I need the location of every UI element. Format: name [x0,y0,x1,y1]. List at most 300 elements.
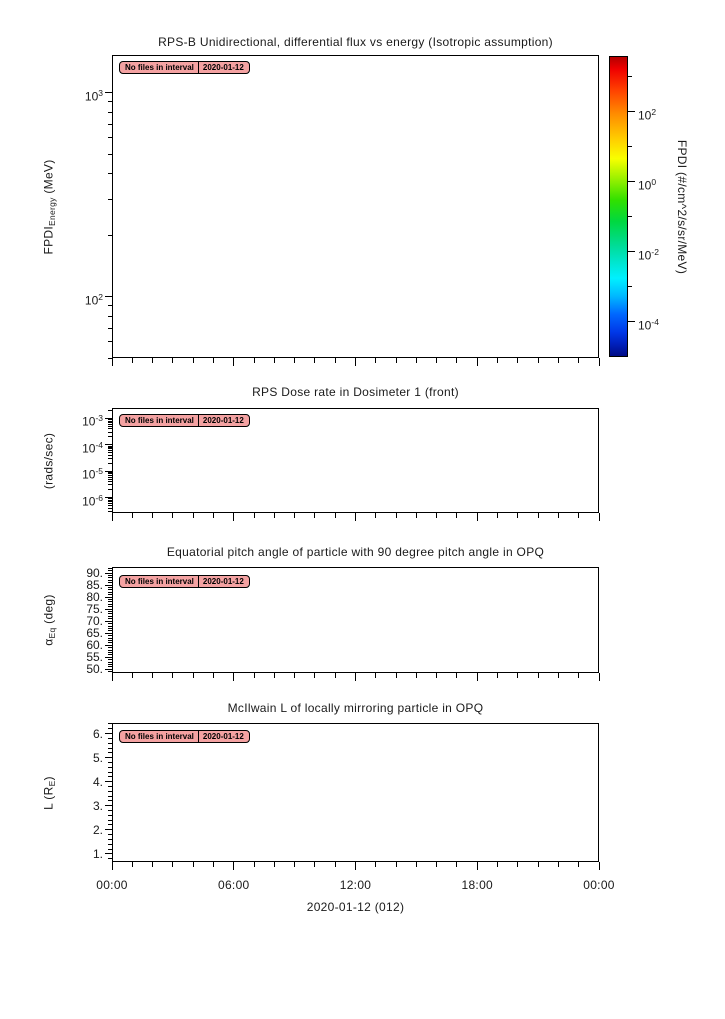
tick-mark [108,666,112,667]
tick-mark [108,503,112,504]
y-tick-label: 1. [92,846,103,861]
tick-mark [558,358,559,363]
tick-mark [233,673,234,681]
no-files-badge [119,414,250,427]
tick-mark [108,748,112,749]
tick-mark [599,358,600,366]
tick-mark [108,436,112,437]
y-label-subscript: E [46,779,57,786]
tick-mark [335,513,336,518]
tick-mark [578,673,579,678]
tick-mark [628,181,635,182]
tick-mark [538,673,539,678]
y-label-text: L (R [41,785,56,810]
tick-mark [497,673,498,678]
y-tick-label: 90. [86,566,103,581]
tick-mark [294,513,295,518]
tick-mark [108,616,112,617]
tick-mark [335,358,336,363]
tick-mark [108,728,112,729]
tick-mark [105,92,112,93]
y-label-text: (rads/sec) [41,432,56,489]
tick-mark [172,358,173,363]
tick-mark [335,673,336,678]
tick-mark [108,154,112,155]
tick-mark [628,321,635,322]
tick-mark [108,448,112,449]
tick-mark [193,358,194,363]
tick-mark [456,673,457,678]
y-tick-label: 2. [92,822,103,837]
badge-date: 2020-01-12 [202,731,244,741]
tick-mark [108,316,112,317]
tick-mark [108,628,112,629]
tick-mark [172,862,173,867]
colorbar [609,56,628,357]
tick-mark [274,673,275,678]
tick-mark [538,358,539,363]
tick-mark [314,673,315,678]
tick-mark [105,781,112,782]
tick-mark [416,673,417,678]
tick-mark [108,428,112,429]
tick-mark [105,853,112,854]
y-label-units: (deg) [41,594,56,628]
tick-mark [436,513,437,518]
tick-mark [108,635,112,636]
tick-mark [105,585,112,586]
tick-mark [294,862,295,867]
tick-mark [233,358,234,366]
tick-mark [108,452,112,453]
tick-mark [108,800,112,801]
tick-mark [108,446,112,447]
tick-mark [105,733,112,734]
tick-mark [108,458,112,459]
tick-mark [108,472,112,473]
tick-mark [108,786,112,787]
tick-mark [112,862,113,870]
tick-mark [416,358,417,363]
colorbar-tick-label: $10^0$ [638,176,657,193]
tick-mark [108,844,112,845]
tick-mark [517,862,518,867]
panel-flux-plot-area [112,55,599,358]
exponent: -6 [95,492,103,503]
tick-mark [108,328,112,329]
tick-mark [355,862,356,870]
tick-mark [105,669,112,670]
y-label-subscript: Energy [46,196,57,226]
tick-mark [108,489,112,490]
tick-mark [314,862,315,867]
tick-mark [152,862,153,867]
y-label-text: α [41,638,56,646]
tick-mark [108,447,112,448]
tick-mark [335,862,336,867]
tick-mark [477,673,478,681]
tick-mark [477,513,478,521]
y-label-units: ) [41,775,56,780]
tick-mark [558,862,559,867]
tick-mark [314,513,315,518]
y-tick-label: 3. [92,798,103,813]
tick-mark [152,673,153,678]
y-tick-label: 60. [86,638,103,653]
y-tick-label: 85. [86,578,103,593]
tick-mark [213,673,214,678]
tick-mark [105,645,112,646]
tick-mark [105,621,112,622]
tick-mark [108,410,112,411]
tick-mark [314,358,315,363]
colorbar-tick-label: $10^2$ [638,106,657,123]
tick-mark [558,513,559,518]
tick-mark [538,862,539,867]
tick-mark [108,791,112,792]
tick-mark [108,511,112,512]
tick-mark [628,146,632,147]
tick-mark [112,513,113,521]
tick-mark [108,630,112,631]
tick-mark [538,513,539,518]
x-tick-label: 12:00 [339,878,372,892]
tick-mark [274,513,275,518]
tick-mark [108,426,112,427]
tick-mark [108,475,112,476]
y-tick-label: $10^{-3}$ [82,413,103,429]
tick-mark [294,358,295,363]
tick-mark [108,626,112,627]
tick-mark [456,862,457,867]
tick-mark [108,501,112,502]
tick-mark [108,820,112,821]
panel-flux-title: RPS-B Unidirectional, differential flux vs energy (Isotropic assumption) [158,34,553,49]
tick-mark [254,862,255,867]
tick-mark [396,862,397,867]
badge-text: No files in interval [125,416,194,425]
colorbar-title: FPDI (#/cm^2/s/sr/MeV) [675,139,689,274]
colorbar-tick-label: $10^{-4}$ [638,316,659,333]
tick-mark [132,358,133,363]
badge-date: 2020-01-12 [202,577,244,586]
exponent: -5 [95,466,103,477]
tick-mark [517,358,518,363]
tick-mark [233,862,234,870]
tick-mark [355,673,356,681]
exponent: -4 [651,316,659,327]
tick-mark [172,513,173,518]
tick-mark [108,599,112,600]
tick-mark [108,810,112,811]
tick-mark [375,358,376,363]
tick-mark [132,862,133,867]
tick-mark [108,500,112,501]
panel-flux-y-axis-label [41,159,57,254]
exponent: -4 [95,439,103,450]
tick-mark [599,862,600,870]
tick-mark [108,723,112,724]
tick-mark [108,473,112,474]
tick-mark [172,673,173,678]
badge-divider [198,62,199,73]
tick-mark [254,358,255,363]
badge-divider [198,415,199,426]
tick-mark [456,513,457,518]
tick-mark [375,862,376,867]
y-tick-label: $10^2$ [84,291,103,308]
tick-mark [274,862,275,867]
tick-mark [108,419,112,420]
tick-mark [517,673,518,678]
tick-mark [152,513,153,518]
tick-mark [105,573,112,574]
tick-mark [108,594,112,595]
tick-mark [105,829,112,830]
tick-mark [105,296,112,297]
tick-mark [108,568,112,569]
tick-mark [108,341,112,342]
tick-mark [108,776,112,777]
tick-mark [108,772,112,773]
tick-mark [108,505,112,506]
tick-mark [108,767,112,768]
tick-mark [108,582,112,583]
tick-mark [599,673,600,681]
tick-mark [108,604,112,605]
colorbar-tick-label: $10^{-2}$ [638,246,659,263]
tick-mark [108,479,112,480]
tick-mark [108,450,112,451]
tick-mark [108,112,112,113]
tick-mark [396,513,397,518]
tick-mark [108,580,112,581]
tick-mark [108,659,112,660]
tick-mark [416,513,417,518]
tick-mark [108,796,112,797]
tick-mark [105,805,112,806]
y-label-text: FPDI [41,225,56,255]
tick-mark [108,575,112,576]
tick-mark [108,199,112,200]
tick-mark [108,498,112,499]
tick-mark [108,481,112,482]
x-axis-date-label: 2020-01-12 (012) [306,900,405,914]
tick-mark [108,592,112,593]
tick-mark [578,513,579,518]
exponent: 2 [98,291,103,302]
tick-mark [105,633,112,634]
tick-mark [108,662,112,663]
tick-mark [416,862,417,867]
tick-mark [558,673,559,678]
exponent: -2 [651,246,659,257]
tick-mark [193,513,194,518]
y-tick-label: $10^{-4}$ [82,439,103,456]
tick-mark [108,577,112,578]
tick-mark [213,358,214,363]
tick-mark [108,824,112,825]
tick-mark [628,251,635,252]
tick-mark [108,664,112,665]
no-files-badge [119,730,250,743]
tick-mark [274,358,275,363]
y-tick-label: 5. [92,750,103,765]
tick-mark [294,673,295,678]
y-tick-label: 55. [86,650,103,665]
tick-mark [108,642,112,643]
badge-date: 2020-01-12 [202,416,244,425]
tick-mark [108,463,112,464]
tick-mark [105,597,112,598]
no-files-badge [119,61,250,74]
tick-mark [108,173,112,174]
tick-mark [108,601,112,602]
tick-mark [108,738,112,739]
tick-mark [108,570,112,571]
y-label-units: (MeV) [41,158,56,197]
tick-mark [254,673,255,678]
tick-mark [233,513,234,521]
tick-mark [456,358,457,363]
tick-mark [108,611,112,612]
tick-mark [497,513,498,518]
exponent: 3 [98,87,103,98]
tick-mark [108,508,112,509]
tick-mark [152,358,153,363]
tick-mark [108,834,112,835]
tick-mark [108,858,112,859]
tick-mark [108,606,112,607]
tick-mark [396,358,397,363]
y-tick-label: 65. [86,626,103,641]
tick-mark [436,862,437,867]
tick-mark [517,513,518,518]
tick-mark [193,673,194,678]
tick-mark [578,358,579,363]
badge-divider [198,576,199,587]
tick-mark [108,421,112,422]
tick-mark [213,862,214,867]
tick-mark [105,657,112,658]
badge-divider [198,731,199,742]
tick-mark [108,654,112,655]
no-files-badge [119,575,250,588]
panel-mcilwain-l-plot-area [112,723,599,862]
y-tick-label: $10^{-6}$ [82,492,103,509]
tick-mark [108,484,112,485]
y-tick-label: 4. [92,774,103,789]
y-tick-label: 50. [86,662,103,677]
tick-mark [578,862,579,867]
tick-mark [108,124,112,125]
tick-mark [132,513,133,518]
tick-mark [436,358,437,363]
badge-text: No files in interval [125,731,194,741]
y-tick-label: $10^{-5}$ [82,466,103,482]
tick-mark [375,513,376,518]
tick-mark [477,862,478,870]
tick-mark [254,513,255,518]
x-tick-label: 00:00 [96,878,128,892]
tick-mark [108,432,112,433]
panel-dose-title: RPS Dose rate in Dosimeter 1 (front) [252,384,459,399]
badge-date: 2020-01-12 [202,63,244,72]
tick-mark [108,623,112,624]
y-tick-label: $10^3$ [84,87,103,104]
tick-mark [599,513,600,521]
tick-mark [108,652,112,653]
exponent: 2 [651,106,657,117]
tick-mark [355,358,356,366]
x-tick-label: 00:00 [583,878,615,892]
tick-mark [628,286,632,287]
tick-mark [497,358,498,363]
tick-mark [108,618,112,619]
tick-mark [108,235,112,236]
tick-mark [108,305,112,306]
tick-mark [108,638,112,639]
tick-mark [108,640,112,641]
tick-mark [108,589,112,590]
tick-mark [108,587,112,588]
x-tick-label: 06:00 [217,878,250,892]
tick-mark [375,673,376,678]
exponent: -3 [95,413,103,424]
tick-mark [108,101,112,102]
tick-mark [108,613,112,614]
tick-mark [108,839,112,840]
tick-mark [628,216,632,217]
panel-pitch-angle-title: Equatorial pitch angle of particle with 90 degree pitch angle in OPQ [166,544,545,559]
tick-mark [477,358,478,366]
tick-mark [108,647,112,648]
tick-mark [628,76,632,77]
y-label-subscript: Eq [46,627,57,639]
tick-mark [108,815,112,816]
tick-mark [193,862,194,867]
x-tick-label: 18:00 [461,878,494,892]
tick-mark [436,673,437,678]
tick-mark [108,137,112,138]
badge-text: No files in interval [125,63,194,72]
tick-mark [132,673,133,678]
tick-mark [108,743,112,744]
exponent: 0 [651,176,657,187]
tick-mark [112,358,113,366]
y-tick-label: 6. [92,726,103,741]
tick-mark [108,424,112,425]
tick-mark [105,609,112,610]
y-tick-label: 70. [86,614,103,629]
tick-mark [108,422,112,423]
tick-mark [497,862,498,867]
tick-mark [108,477,112,478]
tick-mark [112,673,113,681]
tick-mark [105,757,112,758]
panel-mcilwain-l-title: McIlwain L of locally mirroring particle in OPQ [227,700,484,715]
tick-mark [213,513,214,518]
tick-mark [628,111,635,112]
tick-mark [108,455,112,456]
y-tick-label: 75. [86,602,103,617]
tick-mark [396,673,397,678]
y-tick-label: 80. [86,590,103,605]
badge-text: No files in interval [125,577,194,586]
tick-mark [108,849,112,850]
tick-mark [108,762,112,763]
tick-mark [108,650,112,651]
